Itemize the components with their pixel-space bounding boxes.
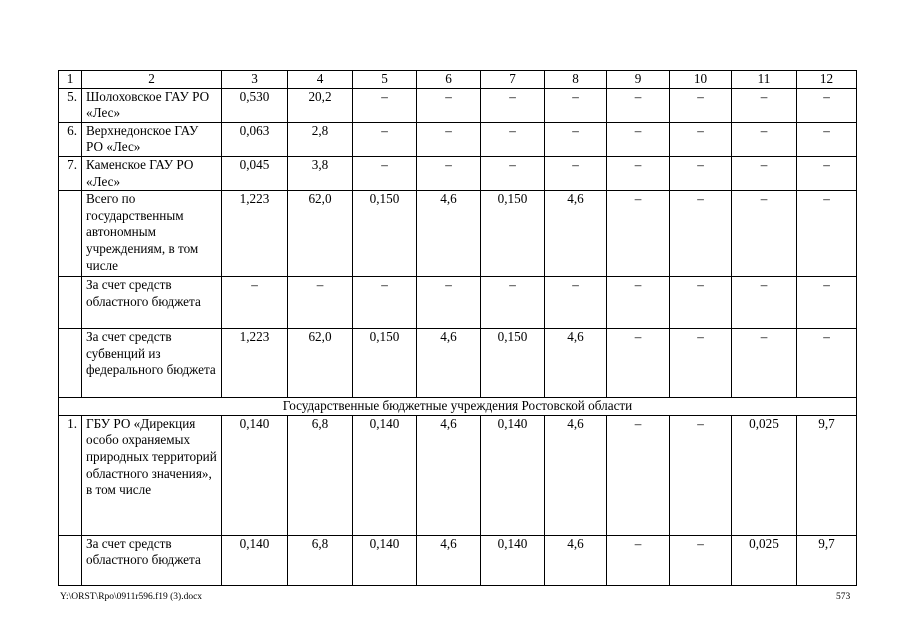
row-label: За счет средств субвенций из федерального бюджета [82, 329, 222, 398]
value-cell: – [607, 156, 670, 190]
value-cell: 4,6 [417, 329, 481, 398]
value-cell: 0,063 [222, 122, 288, 156]
value-cell: – [417, 277, 481, 329]
footer-file-path: Y:\ORST\Rpo\0911r596.f19 (3).docx [60, 592, 203, 602]
value-cell: – [545, 277, 607, 329]
value-cell: 0,025 [732, 415, 797, 535]
table-row [59, 329, 857, 398]
row-label: За счет средств областного бюджета [82, 535, 222, 585]
column-number-header: 6 [417, 71, 481, 89]
column-number-header: 11 [732, 71, 797, 89]
value-cell: – [732, 277, 797, 329]
value-cell: – [670, 191, 732, 277]
value-cell: – [797, 277, 857, 329]
value-cell: – [545, 122, 607, 156]
value-cell: – [353, 88, 417, 122]
value-cell: 0,150 [353, 329, 417, 398]
value-cell: – [797, 191, 857, 277]
column-number-header: 7 [481, 71, 545, 89]
table-row [59, 156, 857, 190]
table-row [59, 535, 857, 585]
value-cell: 0,150 [481, 329, 545, 398]
value-cell: – [222, 277, 288, 329]
table-row [59, 191, 857, 277]
data-table [58, 70, 857, 586]
column-number-header: 1 [59, 71, 82, 89]
row-label: Каменское ГАУ РО «Лес» [82, 156, 222, 190]
column-number-header: 3 [222, 71, 288, 89]
value-cell: 6,8 [288, 415, 353, 535]
value-cell: 20,2 [288, 88, 353, 122]
value-cell: – [670, 156, 732, 190]
value-cell: 0,150 [481, 191, 545, 277]
value-cell: – [797, 156, 857, 190]
column-number-header: 8 [545, 71, 607, 89]
value-cell: – [481, 277, 545, 329]
value-cell: – [545, 156, 607, 190]
value-cell: 4,6 [545, 191, 607, 277]
value-cell: – [417, 122, 481, 156]
value-cell: – [481, 122, 545, 156]
value-cell: – [670, 415, 732, 535]
value-cell: – [670, 88, 732, 122]
value-cell: 0,045 [222, 156, 288, 190]
value-cell: – [353, 122, 417, 156]
value-cell: – [670, 122, 732, 156]
row-label: Всего по государственным автономным учреждениям, в том числе [82, 191, 222, 277]
column-number-header: 4 [288, 71, 353, 89]
row-label: Верхнедонское ГАУ РО «Лес» [82, 122, 222, 156]
value-cell: – [607, 415, 670, 535]
value-cell: – [797, 329, 857, 398]
value-cell: – [732, 88, 797, 122]
value-cell: 0,140 [481, 535, 545, 585]
section-title: Государственные бюджетные учреждения Ростовской области [59, 398, 857, 416]
value-cell: 0,140 [353, 535, 417, 585]
value-cell: 62,0 [288, 191, 353, 277]
value-cell: – [417, 156, 481, 190]
row-number: 7. [59, 156, 82, 190]
value-cell: 4,6 [417, 415, 481, 535]
value-cell: 6,8 [288, 535, 353, 585]
row-label: За счет средств областного бюджета [82, 277, 222, 329]
value-cell: – [732, 191, 797, 277]
table-row [59, 415, 857, 535]
value-cell: 0,150 [353, 191, 417, 277]
table-header-row [59, 71, 857, 89]
table-row [59, 122, 857, 156]
value-cell: 0,140 [481, 415, 545, 535]
value-cell: – [797, 122, 857, 156]
value-cell: 9,7 [797, 415, 857, 535]
table-row [59, 88, 857, 122]
value-cell: – [607, 329, 670, 398]
row-number [59, 277, 82, 329]
column-number-header: 10 [670, 71, 732, 89]
value-cell: 4,6 [417, 191, 481, 277]
value-cell: – [607, 535, 670, 585]
row-number [59, 329, 82, 398]
value-cell: 0,025 [732, 535, 797, 585]
value-cell: – [732, 329, 797, 398]
value-cell: 4,6 [545, 415, 607, 535]
value-cell: 0,530 [222, 88, 288, 122]
value-cell: – [732, 122, 797, 156]
value-cell: – [732, 156, 797, 190]
value-cell: – [288, 277, 353, 329]
value-cell: 0,140 [222, 535, 288, 585]
column-number-header: 5 [353, 71, 417, 89]
value-cell: – [607, 191, 670, 277]
value-cell: 4,6 [545, 535, 607, 585]
section-row [59, 398, 857, 416]
row-number [59, 191, 82, 277]
value-cell: – [545, 88, 607, 122]
value-cell: – [670, 277, 732, 329]
row-number: 5. [59, 88, 82, 122]
value-cell: – [353, 277, 417, 329]
value-cell: 3,8 [288, 156, 353, 190]
column-number-header: 9 [607, 71, 670, 89]
value-cell: – [797, 88, 857, 122]
value-cell: – [481, 156, 545, 190]
value-cell: 9,7 [797, 535, 857, 585]
row-label: ГБУ РО «Дирекция особо охраняемых природных территорий областного значения», в том числе [82, 415, 222, 535]
value-cell: 4,6 [545, 329, 607, 398]
value-cell: – [417, 88, 481, 122]
row-label: Шолоховское ГАУ РО «Лес» [82, 88, 222, 122]
value-cell: – [481, 88, 545, 122]
value-cell: 1,223 [222, 191, 288, 277]
value-cell: – [607, 277, 670, 329]
value-cell: – [607, 88, 670, 122]
value-cell: – [607, 122, 670, 156]
table-row [59, 277, 857, 329]
value-cell: – [670, 535, 732, 585]
value-cell: 62,0 [288, 329, 353, 398]
value-cell: 1,223 [222, 329, 288, 398]
footer-page-number: 573 [836, 592, 851, 602]
value-cell: – [353, 156, 417, 190]
column-number-header: 2 [82, 71, 222, 89]
row-number: 1. [59, 415, 82, 535]
column-number-header: 12 [797, 71, 857, 89]
value-cell: 0,140 [222, 415, 288, 535]
value-cell: – [670, 329, 732, 398]
value-cell: 0,140 [353, 415, 417, 535]
row-number [59, 535, 82, 585]
row-number: 6. [59, 122, 82, 156]
value-cell: 2,8 [288, 122, 353, 156]
value-cell: 4,6 [417, 535, 481, 585]
